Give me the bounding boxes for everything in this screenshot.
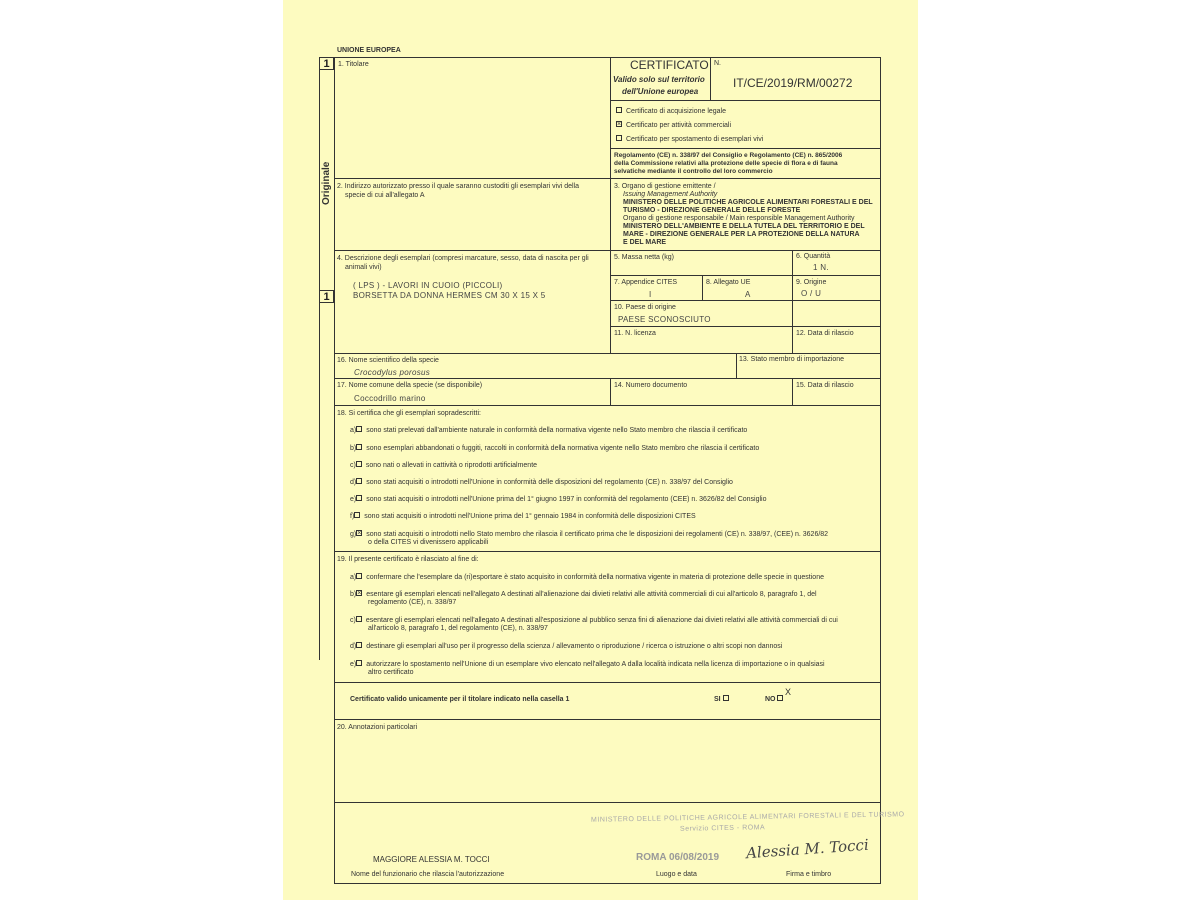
hline-row19 (334, 551, 881, 552)
box15-label: 15. Data di rilascio (796, 382, 854, 389)
box16-value: Crocodylus porosus (354, 368, 431, 377)
cert-type-3[interactable] (616, 136, 763, 144)
form-frame (334, 57, 881, 884)
box9-label: 9. Origine (796, 279, 827, 286)
box3-line-1: 3. Organo di gestione emittente / (614, 183, 716, 190)
box3-line-6: MINISTERO DELL'AMBIENTE E DELLA TUTELA DEL TERRITORIO E DEL (623, 223, 865, 230)
valid-no-option[interactable] (765, 696, 787, 704)
item-letter: c) (350, 462, 356, 469)
hline-row16 (334, 353, 881, 354)
box12-label: 12. Data di rilascio (796, 330, 854, 337)
box4-label-1: 4. Descrizione degli esemplari (compresi marcature, sesso, data di nascita per gli (337, 255, 589, 262)
si-checkbox[interactable] (723, 695, 729, 701)
cert-type-1-checkbox[interactable] (616, 107, 622, 113)
item-letter: d) (350, 643, 357, 650)
regulation-line-2: della Commissione relativi alla protezione delle specie di flora e di fauna (614, 160, 838, 167)
box3-line-2: Issuing Management Authority (623, 191, 718, 198)
certificate-sheet (283, 0, 918, 900)
box19-item-b-line2: regolamento (CE), n. 338/97 (368, 599, 457, 606)
box19-b-checkbox-checked[interactable]: × (357, 590, 362, 598)
box6-label: 6. Quantità (796, 253, 831, 260)
box9-value: O / U (801, 289, 822, 298)
place-date: ROMA 06/08/2019 (636, 852, 720, 863)
col-divider-15 (792, 378, 793, 405)
item-text: sono stati prelevati dall'ambiente naturale in conformità della normativa vigente nello Stato membro che rilascia il certificato (366, 427, 748, 434)
box18-g-checkbox-checked[interactable]: × (357, 530, 362, 538)
box18-b-checkbox[interactable] (356, 444, 362, 450)
box19-d-checkbox[interactable] (356, 642, 362, 648)
no-checkbox[interactable] (777, 695, 783, 701)
hline-row20 (334, 719, 881, 720)
cert-type-3-label: Certificato per spostamento di esemplari vivi (626, 136, 764, 143)
box7-value: I (649, 290, 652, 299)
box4-value-2: BORSETTA DA DONNA HERMES CM 30 X 15 X 5 (353, 291, 546, 300)
box10-value: PAESE SCONOSCIUTO (618, 315, 711, 324)
item-text: confermare che l'esemplare da (ri)esportare è stato acquisito in conformità della normativa vigente in materia di protezione delle specie in questione (366, 574, 824, 581)
si-label: SI (714, 696, 721, 703)
cert-type-2-label: Certificato per attività commerciali (626, 122, 732, 129)
box2-label-1: 2. Indirizzo autorizzato presso il quale saranno custoditi gli esemplari vivi della (337, 183, 580, 190)
hline-reg (610, 148, 881, 149)
box19-a-checkbox[interactable] (356, 573, 362, 579)
official-stamp-line-2: Servizio CITES - ROMA (679, 824, 766, 833)
official-name-label: Nome del funzionario che rilascia l'autorizzazione (351, 871, 505, 878)
box18-item-g-line2: o della CITES vi divenissero applicabili (368, 539, 489, 546)
col-divider-box8 (702, 275, 703, 300)
box17-value: Coccodrillo marino (354, 394, 426, 403)
box19-item-c-line2: all'articolo 8, paragrafo 1, del regolamento (CE), n. 338/97 (368, 625, 548, 632)
item-letter: f) (350, 513, 355, 520)
cert-title: CERTIFICATO (630, 58, 709, 72)
handwritten-signature: Alessia M. Tocci (745, 835, 870, 863)
item-text: esentare gli esemplari elencati nell'allegato A destinati all'esposizione al pubblico senza fini di alienazione dai divieti relativi alle attività commerciali di cui (365, 617, 838, 624)
box18-item-b[interactable] (350, 445, 759, 453)
box19-item-a[interactable] (350, 574, 824, 582)
item-letter: b) (350, 445, 357, 452)
cert-type-2[interactable] (616, 122, 731, 130)
valid-si-option[interactable] (714, 696, 733, 704)
box19-e-checkbox[interactable] (356, 660, 362, 666)
box18-item-a[interactable] (350, 427, 747, 435)
box19-item-d[interactable] (350, 643, 782, 651)
hline-row18 (334, 405, 881, 406)
item-text: sono stati acquisiti o introdotti nell'Unione prima del 1° gennaio 1984 in conformità delle disposizioni CITES (364, 513, 696, 520)
signature-label: Firma e timbro (786, 871, 832, 878)
box18-f-checkbox[interactable] (354, 512, 360, 518)
box8-label: 8. Allegato UE (706, 279, 751, 286)
hline-footer (334, 802, 881, 803)
no-checkbox-mark: X (785, 687, 792, 697)
cert-n-divider (710, 57, 711, 100)
item-letter: g) (350, 531, 357, 538)
box11-label: 11. N. licenza (614, 330, 656, 337)
cert-number: IT/CE/2019/RM/00272 (733, 76, 853, 90)
cert-type-1-label: Certificato di acquisizione legale (626, 108, 726, 115)
item-text: destinare gli esemplari all'uso per il progresso della scienza / allevamento o riproduzione / ricerca o istruzione o altri scopi non dannosi (366, 643, 783, 650)
valid-for-holder-text: Certificato valido unicamente per il titolare indicato nella casella 1 (350, 696, 570, 703)
cert-subtitle-2: dell'Unione europea (622, 87, 699, 96)
item-text: sono stati acquisiti o introdotti nell'Unione prima del 1° giugno 1997 in conformità del regolamento (CEE) n. 3626/82 del Consiglio (366, 496, 767, 503)
box3-line-7: MARE - DIREZIONE GENERALE PER LA PROTEZIONE DELLA NATURA (623, 231, 860, 238)
box14-label: 14. Numero documento (614, 382, 688, 389)
box7-label: 7. Appendice CITES (614, 279, 678, 286)
official-name: MAGGIORE ALESSIA M. TOCCI (373, 855, 490, 864)
box18-item-d[interactable] (350, 479, 733, 487)
place-date-label: Luogo e data (656, 871, 697, 878)
col-divider-13 (736, 353, 737, 378)
hline-valid (334, 682, 881, 683)
box19-c-checkbox[interactable] (356, 616, 362, 622)
box3-line-8: E DEL MARE (623, 239, 667, 246)
item-letter: e) (350, 661, 357, 668)
item-text: sono stati acquisiti o introdotti nell'Unione in conformità delle disposizioni del regolamento (CE) n. 338/97 del Consiglio (366, 479, 733, 486)
box1-label: 1. Titolare (338, 61, 369, 68)
item-letter: a) (350, 574, 357, 581)
box10-label: 10. Paese di origine (614, 304, 676, 311)
box18-e-checkbox[interactable] (356, 495, 362, 501)
box3-line-4: TURISMO - DIREZIONE GENERALE DELLE FORESTE (623, 207, 801, 214)
box4-label-2: animali vivi) (345, 264, 382, 271)
box18-d-checkbox[interactable] (356, 478, 362, 484)
box18-item-g[interactable] (350, 531, 828, 539)
hline-box11 (610, 326, 881, 327)
hline-box7 (610, 275, 881, 276)
hline-row17 (334, 378, 881, 379)
item-text: autorizzare lo spostamento nell'Unione di un esemplare vivo elencato nell'allegato A dalla località indicata nella licenza di importazione o in qualsiasi (366, 661, 825, 668)
box18-c-checkbox[interactable] (356, 461, 362, 467)
item-letter: e) (350, 496, 357, 503)
item-text: sono nati o allevati in cattività o riprodotti artificialmente (365, 462, 538, 469)
box17-label: 17. Nome comune della specie (se disponibile) (337, 382, 483, 389)
box20-label: 20. Annotazioni particolari (337, 724, 418, 731)
item-text: esentare gli esemplari elencati nell'allegato A destinati all'alienazione dai divieti relativi alle attività commerciali di cui all'articolo 8, paragrafo 1, del (366, 591, 817, 598)
box18-a-checkbox[interactable] (356, 426, 362, 432)
box3-line-5: Organo di gestione responsabile / Main responsible Management Authority (623, 215, 855, 222)
item-letter: c) (350, 617, 356, 624)
box8-value: A (745, 290, 751, 299)
box18-item-e[interactable] (350, 496, 767, 504)
hline-row2 (334, 178, 881, 179)
box18-label: 18. Si certifica che gli esemplari sopradescritti: (337, 410, 481, 417)
cert-type-3-checkbox[interactable] (616, 135, 622, 141)
col-divider-14 (610, 378, 611, 405)
hline-row4 (334, 250, 881, 251)
cert-subtitle-1: Valido solo sul territorio (613, 75, 705, 84)
box19-item-e[interactable] (350, 661, 825, 669)
box5-label: 5. Massa netta (kg) (614, 254, 674, 261)
box19-label: 19. Il presente certificato è rilasciato al fine di: (337, 556, 479, 563)
col-divider-mid (610, 250, 611, 353)
item-letter: b) (350, 591, 357, 598)
box13-label: 13. Stato membro di importazione (739, 356, 845, 363)
hline-cert (610, 100, 881, 101)
col-divider-right (792, 250, 793, 353)
originale-vertical-label: Originale (321, 161, 332, 205)
union-label: UNIONE EUROPEA (337, 47, 401, 54)
regulation-line-1: Regolamento (CE) n. 338/97 del Consiglio e Regolamento (CE) n. 865/2006 (614, 152, 843, 159)
cert-type-1[interactable] (616, 108, 726, 116)
box19-item-e-line2: altro certificato (368, 669, 414, 676)
box19-item-b[interactable] (350, 591, 817, 599)
official-stamp-line-1: MINISTERO DELLE POLITICHE AGRICOLE ALIMENTARI FORESTALI E DEL TURISMO (590, 811, 905, 824)
box18-item-f[interactable] (350, 513, 696, 521)
box6-value: 1 N. (813, 263, 829, 272)
item-letter: a) (350, 427, 357, 434)
cert-type-2-checkbox-checked[interactable]: × (617, 121, 622, 129)
box18-item-c[interactable] (350, 462, 537, 470)
copy-number-box-2: 1 (319, 290, 334, 303)
box16-label: 16. Nome scientifico della specie (337, 357, 439, 364)
box2-label-2: specie di cui all'allegato A (345, 192, 425, 199)
regulation-line-3: selvatiche mediante il controllo del loro commercio (614, 168, 773, 175)
no-label: NO (765, 696, 776, 703)
box4-value-1: ( LPS ) - LAVORI IN CUOIO (PICCOLI) (353, 281, 503, 290)
item-letter: d) (350, 479, 357, 486)
item-text: sono esemplari abbandonati o fuggiti, raccolti in conformità della normativa vigente nello Stato membro che rilascia il certificato (366, 445, 760, 452)
item-text: sono stati acquisiti o introdotti nello Stato membro che rilascia il certificato prima che le disposizioni dei regolamenti (CE) n. 338/97, (CEE) n. 3626/82 (366, 531, 829, 538)
side-margin-line (319, 70, 320, 660)
cert-n-label: N. (714, 60, 721, 67)
col-divider-top (610, 57, 611, 250)
box19-item-c[interactable] (350, 617, 838, 625)
copy-number-box: 1 (319, 57, 334, 70)
hline-box10 (610, 300, 881, 301)
box3-line-3: MINISTERO DELLE POLITICHE AGRICOLE ALIMENTARI FORESTALI E DEL (623, 199, 873, 206)
